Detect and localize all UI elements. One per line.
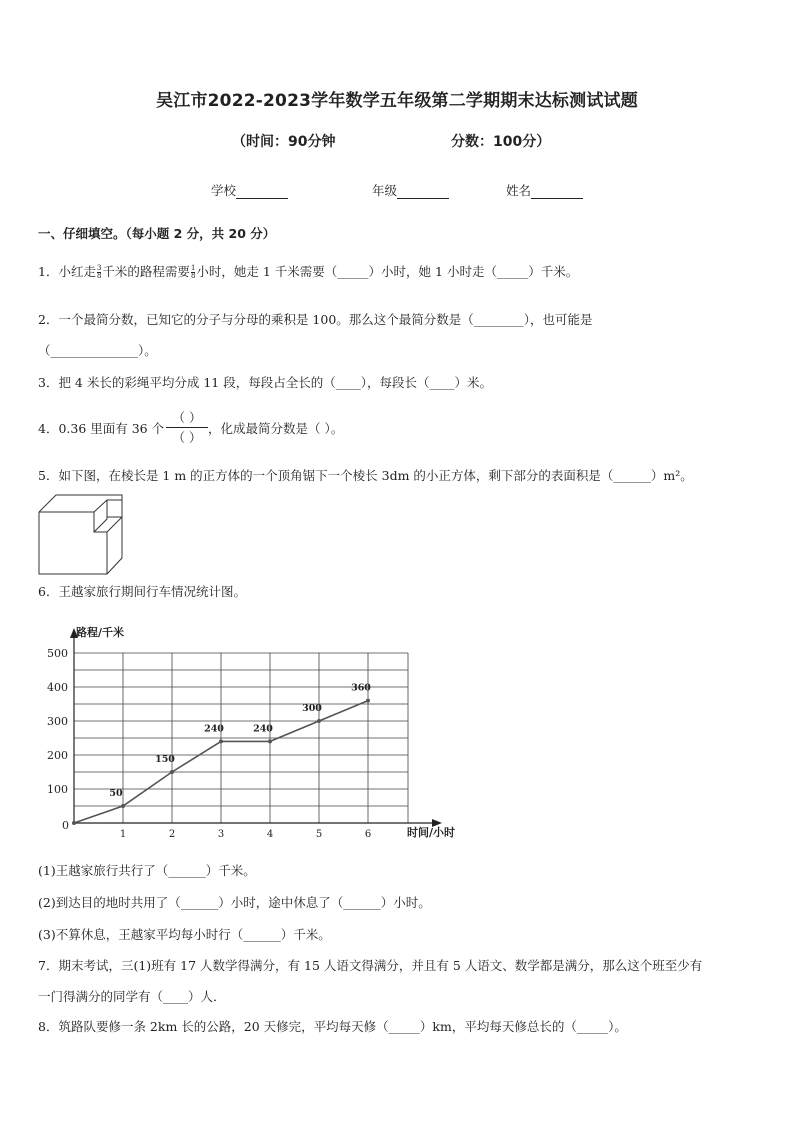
q1-fraction-2: $\frac{1}{8}$ [190,264,196,280]
data-label: 360 [351,682,371,694]
page-title: 吴江市2022-2023学年数学五年级第二学期期末达标测试试题 [156,91,638,111]
data-point [219,739,223,743]
origin-label: 0 [62,819,69,832]
data-point [317,719,321,723]
x-tick-label: 5 [315,829,323,840]
question-2-line-1: 2．一个最简分数，已知它的分子与分母的乘积是 100。那么这个最简分数是（________），也可能是 [38,312,593,327]
chart-labels [47,625,455,840]
line-chart [30,620,470,844]
data-point [121,804,125,808]
q4-fraction-top[interactable]: （ ） [166,409,208,428]
question-3: 3．把 4 米长的彩绳平均分成 11 段，每段占全长的（____），每段长（____）米。 [38,375,492,390]
school-label: 学校 [211,183,237,198]
name-blank[interactable] [531,184,583,199]
data-point [170,770,174,774]
x-axis-label: 时间/小时 [407,826,456,839]
data-label: 240 [253,723,273,735]
grade-blank[interactable] [397,184,449,199]
y-axis-label: 路程/千米 [76,626,125,639]
data-point [72,821,76,825]
cube-front-face [39,512,107,574]
section-heading: 一、仔细填空。（每小题 2 分，共 20 分） [38,226,276,241]
question-8: 8．筑路队要修一条 2km 长的公路，20 天修完，平均每天修（_____）km，平均每天修总长的（_____）。 [38,1019,627,1034]
q1-text-1: 1．小红走 [38,264,96,279]
data-point [268,739,272,743]
y-tick-label: 500 [47,647,68,660]
name-field[interactable] [506,181,583,199]
q4-fraction [166,409,208,446]
y-tick-label: 300 [47,715,68,728]
chart-grid [74,653,408,823]
data-label: 150 [155,754,175,765]
question-2-line-2: （______________）。 [38,343,157,358]
question-6: 6．王越家旅行期间行车情况统计图。 [38,584,246,599]
grade-field[interactable] [372,181,449,199]
x-tick-label: 1 [119,829,127,840]
name-label: 姓名 [506,183,532,198]
y-tick-label: 200 [47,749,68,762]
question-7-line-1: 7．期末考试，三(1)班有 17 人数学得满分，有 15 人语文得满分，并且有 5 人语文、数学都是满分，那么这个班至少有 [38,958,703,973]
x-tick-label: 2 [168,829,176,840]
data-label: 300 [302,703,322,714]
q1-text-3: 小时，她走 1 千米需要（_____）小时，她 1 小时走（_____）千米。 [196,264,579,279]
exam-time: （时间：90分钟 [232,134,336,150]
x-tick-label: 4 [266,829,274,840]
exam-score: 分数：100分） [451,134,551,150]
school-blank[interactable] [236,184,288,199]
x-tick-label: 6 [364,829,372,840]
grade-label: 年级 [372,183,398,198]
question-1 [38,262,578,282]
cube-figure [36,492,126,578]
question-6-1: (1)王越家旅行共行了（______）千米。 [38,863,256,878]
question-5: 5．如下图，在棱长是 1 m 的正方体的一个顶角锯下一个棱长 3dm 的小正方体，剩下部分的表面积是（______）m²。 [38,468,693,483]
school-field[interactable] [211,181,288,199]
cube-top-edge [39,495,94,512]
y-tick-label: 100 [47,783,68,796]
question-6-3: (3)不算休息，王越家平均每小时行（______）千米。 [38,927,331,942]
data-point [366,699,370,703]
cube-right-edge [107,514,122,574]
question-4-prefix: 4．0.36 里面有 36 个 [38,421,165,436]
y-tick-label: 400 [47,681,68,694]
notch-top [94,495,122,514]
x-tick-label: 3 [217,829,225,840]
q1-text-2: 千米的路程需要 [102,264,190,279]
data-label: 240 [204,723,224,735]
q1-fraction-1: $\frac{3}{8}$ [96,264,102,280]
question-7-line-2: 一门得满分的同学有（____）人． [38,989,226,1004]
q4-fraction-bottom[interactable]: （ ） [172,430,202,445]
question-6-2: (2)到达目的地时共用了（______）小时，途中休息了（______）小时。 [38,895,431,910]
question-4-suffix: ，化成最简分数是（ ）。 [208,421,344,436]
data-label: 50 [109,788,123,799]
